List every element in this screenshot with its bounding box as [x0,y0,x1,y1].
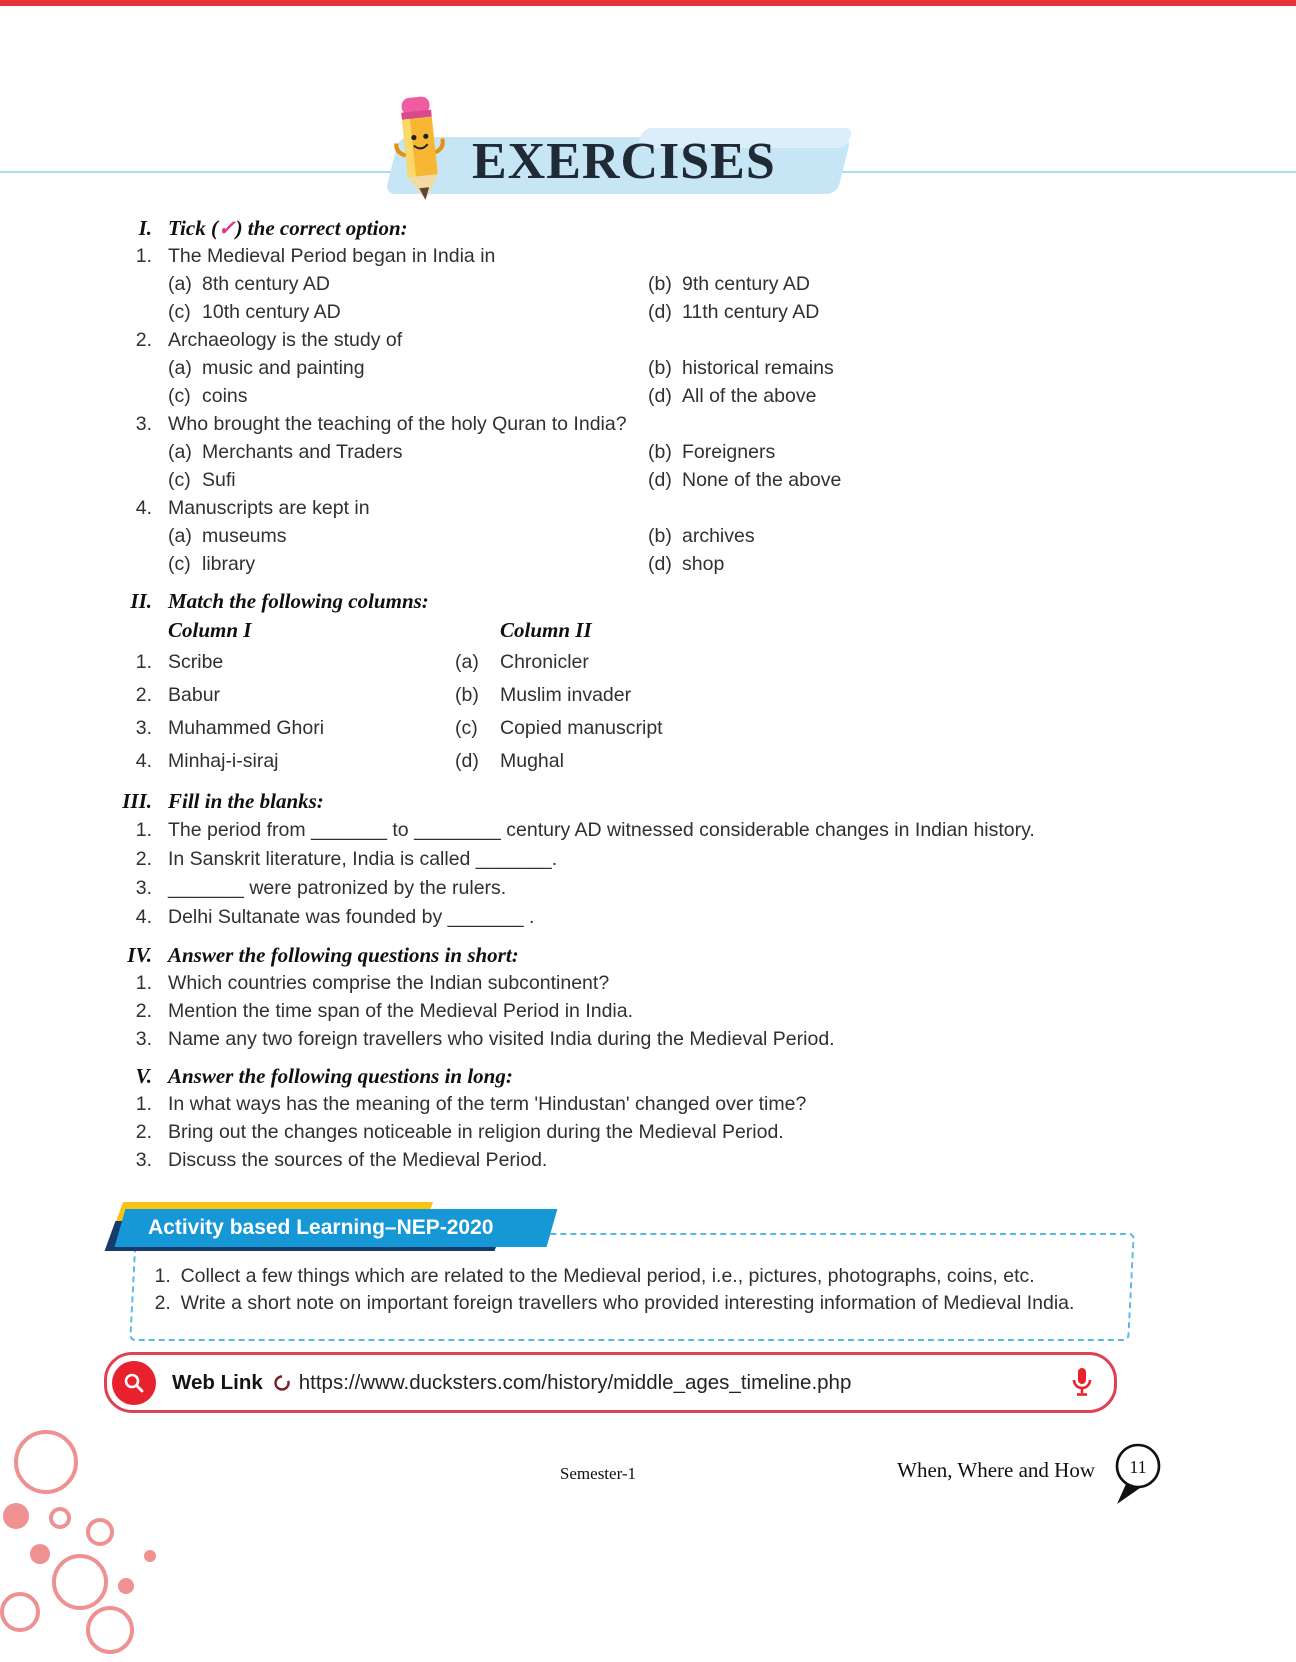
page-number-bubble [1110,1442,1166,1514]
footer-chapter-title: When, Where and How [897,1458,1095,1482]
question-text: Who brought the teaching of the holy Quran to India? [168,413,627,435]
tick-mark-icon: ✓ [217,216,236,240]
section-heading-row [0,214,1296,242]
weblink-bar [104,1352,1117,1413]
item-text: In Sanskrit literature, India is called _______. [168,848,558,870]
blank-item [0,845,1296,874]
item-number: 1. [135,972,152,994]
option-text: 9th century AD [682,273,810,295]
option [168,382,648,410]
item-text: Mention the time span of the Medieval Period in India. [168,1000,634,1022]
option-label: (a) [168,357,192,379]
option-text: Sufi [202,469,236,491]
section-heading-row [0,941,1296,969]
blank-item [0,816,1296,845]
column-2-header: Column II [500,618,592,642]
option-text: Merchants and Traders [202,441,403,463]
option-label: (d) [648,385,672,407]
match-left-item: Babur [168,684,221,706]
option [648,438,1126,466]
section-blanks [0,787,1296,932]
option-label: (a) [168,273,192,295]
match-column-headers [0,615,1296,646]
option [648,550,1126,578]
question-number: 2. [135,329,152,351]
option-label: (b) [648,273,672,295]
section-heading-row [0,1062,1296,1090]
options-grid [168,438,1126,494]
match-letter: (d) [455,750,479,772]
exercises-content [0,214,1296,1183]
section-numeral: III. [122,789,152,813]
option-text: None of the above [682,469,842,491]
question-number: 1. [135,245,152,267]
item-number: 1. [135,1093,152,1115]
question-text: Archaeology is the study of [168,329,403,351]
item-text: Collect a few things which are related to the Medieval period, i.e., pictures, photographs, coins, etc. [180,1265,1035,1287]
option-label: (b) [648,525,672,547]
options-grid [168,270,1126,326]
activity-section [0,1205,1296,1365]
option-text: museums [202,525,287,547]
option-label: (d) [648,553,672,575]
mcq-question [0,326,1296,410]
section-title: Fill in the blanks: [168,789,324,813]
option [648,298,1126,326]
item-number: 2. [135,1000,152,1022]
option-text: library [202,553,256,575]
section-title: Match the following columns: [168,589,429,613]
heading-prefix: Tick ( [168,216,218,240]
option-text: coins [202,385,248,407]
item-number: 1. [135,819,152,841]
question-number: 4. [135,497,152,519]
match-right-item: Chronicler [500,651,589,673]
option [168,270,648,298]
question-item [0,1146,1296,1174]
item-number: 2. [135,848,152,870]
question-item [0,997,1296,1025]
option-label: (c) [168,469,191,491]
option [648,522,1126,550]
option-label: (d) [648,469,672,491]
mcq-question [0,242,1296,326]
activity-banner [118,1209,526,1249]
option [648,354,1126,382]
item-number: 2. [154,1292,171,1314]
blank-item [0,874,1296,903]
mcq-question [0,410,1296,494]
item-text: Discuss the sources of the Medieval Period. [168,1149,548,1171]
microphone-icon [1070,1366,1094,1399]
weblink-url[interactable]: https://www.ducksters.com/history/middle_ages_timeline.php [298,1370,852,1394]
option [168,522,648,550]
options-grid [168,354,1126,410]
option [168,354,648,382]
question-item [0,969,1296,997]
section-title: Answer the following questions in long: [168,1064,513,1088]
question-item [0,1090,1296,1118]
section-mcq [0,214,1296,578]
option [168,438,648,466]
item-number: 1. [154,1265,171,1287]
match-row [0,679,1296,712]
match-number: 3. [135,717,152,739]
option [648,270,1126,298]
item-text: _______ were patronized by the rulers. [168,877,507,899]
blank-item [0,903,1296,932]
option-text: All of the above [682,385,817,407]
match-right-item: Copied manuscript [500,717,663,739]
option [168,550,648,578]
option-label: (a) [168,525,192,547]
match-left-item: Muhammed Ghori [168,717,325,739]
weblink-label: Web Link [172,1370,263,1394]
option [648,466,1126,494]
item-text: Name any two foreign travellers who visited India during the Medieval Period. [168,1028,835,1050]
option-label: (b) [648,357,672,379]
heading-suffix: ) the correct option: [235,216,408,240]
match-row [0,646,1296,679]
activity-banner-label: Activity based Learning–NEP-2020 [148,1216,494,1239]
mcq-question [0,494,1296,578]
option-text: shop [682,553,725,575]
match-number: 1. [135,651,152,673]
top-accent-strip [0,0,1296,6]
match-row [0,745,1296,778]
section-title [168,214,1126,242]
item-number: 3. [135,1028,152,1050]
decorative-circles [0,1420,210,1662]
item-number: 3. [135,877,152,899]
option-text: 11th century AD [682,301,820,323]
option [648,382,1126,410]
option-label: (b) [648,441,672,463]
option-label: (c) [168,301,191,323]
column-1-header: Column I [168,618,252,642]
footer-semester: Semester-1 [559,1464,637,1483]
section-heading-row [0,587,1296,615]
option-text: historical remains [682,357,834,379]
option-label: (c) [168,553,191,575]
option-text: 10th century AD [202,301,341,323]
question-text: The Medieval Period began in India in [168,245,496,267]
activity-item [155,1263,1117,1290]
section-numeral: IV. [127,943,152,967]
activity-item [155,1290,1117,1317]
options-grid [168,522,1126,578]
section-match [0,587,1296,778]
match-right-item: Mughal [500,750,564,772]
match-number: 2. [135,684,152,706]
option-label: (d) [648,301,672,323]
item-text: Bring out the changes noticeable in religion during the Medieval Period. [168,1121,784,1143]
item-text: Write a short note on important foreign travellers who provided interesting information of Medieval India. [180,1292,1075,1314]
question-text: Manuscripts are kept in [168,497,370,519]
page-title: EXERCISES [472,133,776,190]
banner-ribbon [115,1209,558,1247]
section-numeral: I. [138,216,152,240]
section-long-answers [0,1062,1296,1174]
match-row [0,712,1296,745]
match-letter: (a) [455,651,479,673]
option-label: (a) [168,441,192,463]
item-number: 3. [135,1149,152,1171]
question-item [0,1025,1296,1053]
search-icon [112,1361,156,1405]
match-letter: (c) [455,717,478,739]
option-label: (c) [168,385,191,407]
section-numeral: V. [135,1064,152,1088]
item-text: Which countries comprise the Indian subcontinent? [168,972,610,994]
match-left-item: Minhaj-i-siraj [168,750,279,772]
link-icon [273,1374,291,1392]
section-short-answers [0,941,1296,1053]
item-text: In what ways has the meaning of the term 'Hindustan' changed over time? [168,1093,807,1115]
question-item [0,1118,1296,1146]
option-text: Foreigners [682,441,776,463]
option-text: 8th century AD [202,273,330,295]
item-text: Delhi Sultanate was founded by _______ . [168,906,535,928]
section-numeral: II. [130,589,152,613]
match-number: 4. [135,750,152,772]
item-text: The period from _______ to ________ century AD witnessed considerable changes in Indian history. [168,819,1035,841]
match-left-item: Scribe [168,651,224,673]
option [168,298,648,326]
match-right-item: Muslim invader [500,684,632,706]
question-number: 3. [135,413,152,435]
section-heading-row [0,787,1296,816]
section-title: Answer the following questions in short: [168,943,519,967]
match-letter: (b) [455,684,479,706]
option [168,466,648,494]
item-number: 4. [135,906,152,928]
option-text: music and painting [202,357,365,379]
item-number: 2. [135,1121,152,1143]
option-text: archives [682,525,755,547]
pencil-mascot-icon [388,92,452,210]
page-number: 11 [1129,1457,1147,1477]
